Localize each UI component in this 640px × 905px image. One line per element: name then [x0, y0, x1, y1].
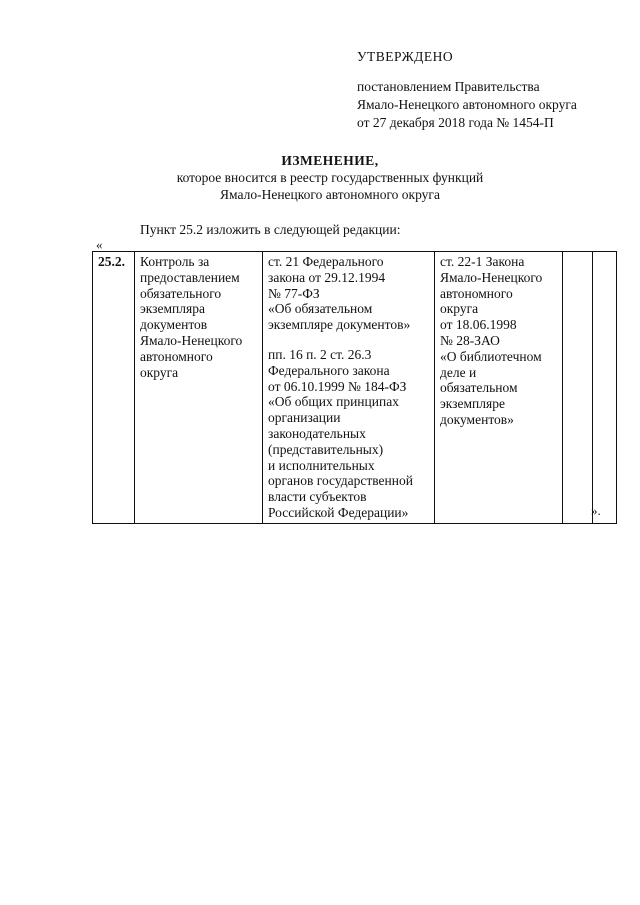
empty-cell — [593, 252, 617, 524]
federal-basis-line: Российской Федерации» — [268, 504, 409, 520]
approval-line-2: Ямало-Ненецкого автономного округа — [357, 97, 577, 112]
function-name-line: документов — [140, 317, 208, 333]
regional-basis-line: от 18.06.1998 — [440, 317, 517, 333]
federal-basis-cell — [263, 252, 435, 524]
document-heading — [100, 152, 560, 203]
federal-basis-line: (представительных) — [268, 441, 384, 457]
federal-basis-line: Федерального закона — [268, 362, 390, 378]
document-subtitle-1: которое вносится в реестр государственных функций — [176, 170, 484, 185]
regional-basis-line: обязательном — [440, 380, 518, 396]
function-name-line: экземпляра — [140, 301, 205, 317]
regional-basis-line: деле и — [440, 364, 477, 380]
regional-basis-line: ст. 22-1 Закона — [440, 254, 525, 269]
federal-basis-line: пп. 16 п. 2 ст. 26.3 — [268, 346, 372, 362]
document-subtitle-2: Ямало-Ненецкого автономного округа — [220, 187, 440, 202]
approval-line-3: от 27 декабря 2018 года № 1454-П — [357, 115, 554, 130]
federal-basis-a — [268, 254, 430, 333]
federal-basis-line: закона от 29.12.1994 — [268, 269, 386, 285]
federal-basis-line: власти субъектов — [268, 489, 367, 505]
table-row — [93, 252, 617, 524]
regional-basis-line: Ямало-Ненецкого — [440, 269, 543, 285]
regional-basis-line: № 28-ЗАО — [440, 332, 500, 348]
regional-basis-lines — [440, 254, 558, 428]
document-title: ИЗМЕНЕНИЕ, — [281, 153, 379, 168]
regional-basis-line: округа — [440, 301, 479, 317]
function-name-line: автономного — [140, 348, 213, 364]
function-name-line: Ямало-Ненецкого — [140, 332, 243, 348]
federal-basis-line: от 06.10.1999 № 184-ФЗ — [268, 378, 407, 394]
spacer — [268, 333, 430, 347]
opening-quote: « — [96, 237, 103, 252]
regional-basis-line: «О библиотечном — [440, 348, 542, 364]
regional-basis-line: документов» — [440, 411, 514, 427]
approval-stamp — [357, 48, 617, 132]
approval-line-1: постановлением Правительства — [357, 79, 540, 94]
function-name-line: округа — [140, 364, 179, 380]
intro-text: Пункт 25.2 изложить в следующей редакции: — [140, 222, 401, 237]
federal-basis-line: органов государственной — [268, 473, 413, 489]
regional-basis-line: экземпляре — [440, 396, 505, 412]
empty-cell — [563, 252, 593, 524]
function-name-lines — [140, 254, 258, 380]
function-name-line: обязательного — [140, 285, 222, 301]
federal-basis-line: организации — [268, 410, 341, 426]
function-name-cell — [135, 252, 263, 524]
federal-basis-line: ст. 21 Федерального — [268, 254, 384, 269]
federal-basis-line: «Об обязательном — [268, 301, 373, 317]
regional-basis-line: автономного — [440, 285, 513, 301]
registry-table — [92, 251, 617, 524]
function-name-line: Контроль за — [140, 254, 210, 269]
function-name-line: предоставлением — [140, 269, 240, 285]
federal-basis-line: экземпляре документов» — [268, 317, 411, 333]
federal-basis-line: «Об общих принципах — [268, 394, 399, 410]
regional-basis-cell — [435, 252, 563, 524]
federal-basis-b — [268, 347, 430, 521]
federal-basis-line: и исполнительных — [268, 457, 375, 473]
closing-quote: ». — [591, 503, 601, 518]
federal-basis-line: законодательных — [268, 425, 366, 441]
item-number-cell: 25.2. — [93, 252, 135, 524]
approved-label: УТВЕРЖДЕНО — [357, 49, 454, 64]
federal-basis-line: № 77-ФЗ — [268, 285, 320, 301]
